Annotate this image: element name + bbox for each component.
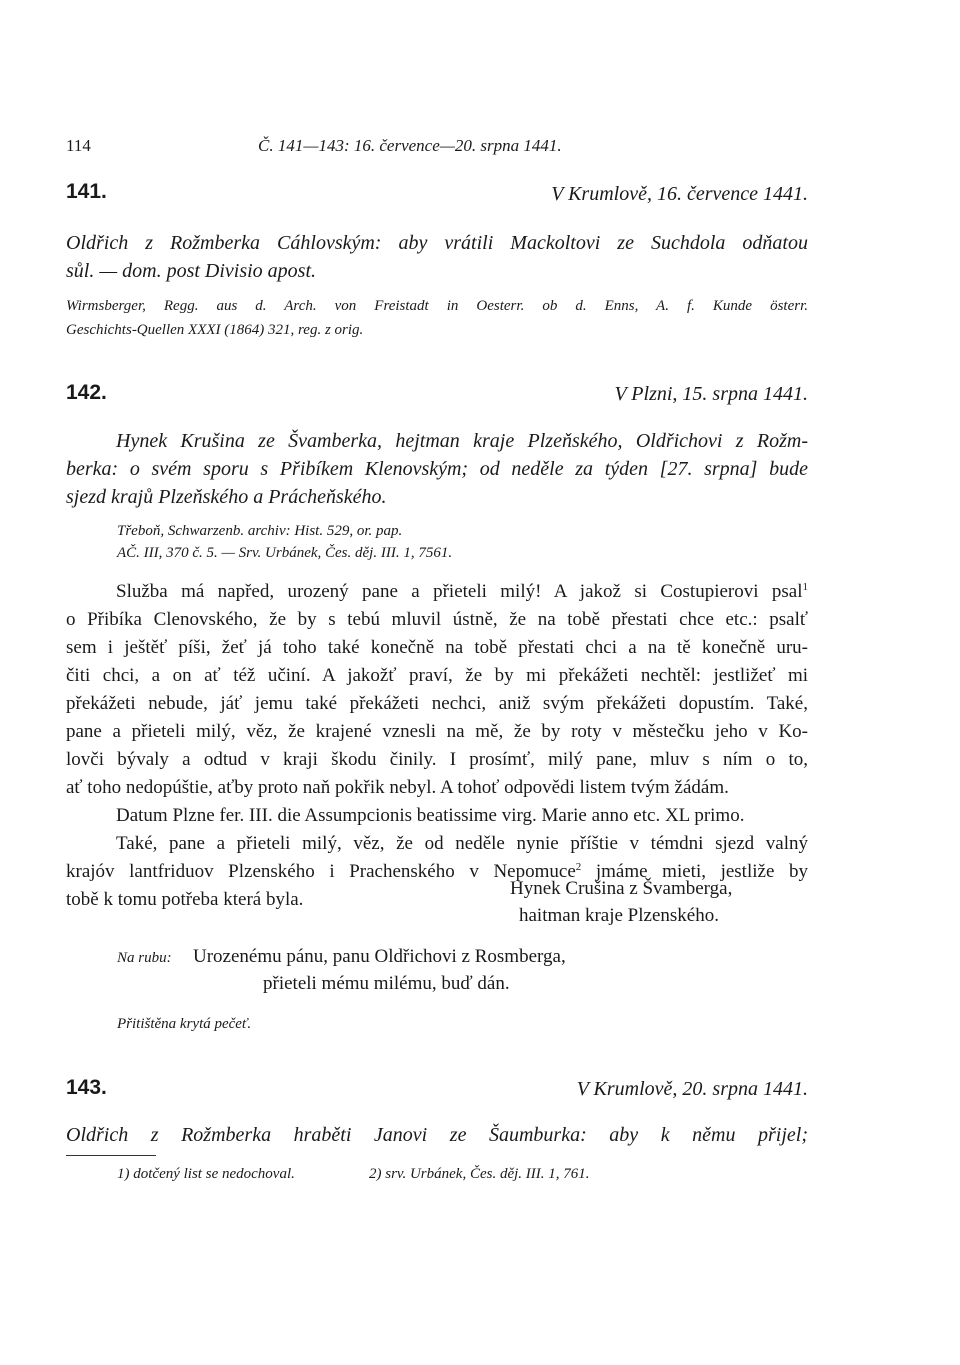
- letter-line-4: čiti chci, a on ať též učiní. A jakožť praví, že by mi překážeti nechtěl: jestližeť mi: [66, 665, 808, 686]
- doc141-source-line-2: Geschichts-Quellen XXXI (1864) 321, reg. z orig.: [66, 322, 364, 338]
- page-number: 114: [66, 136, 91, 155]
- signature-line-2: haitman kraje Plzenského.: [519, 905, 719, 926]
- letter-line-2: o Přibíka Clenovského, že by s tebú mluvil ústně, že na tobě přestati chce etc.: psalť: [66, 609, 808, 630]
- seal-note: Přitištěna krytá pečeť.: [117, 1016, 252, 1032]
- doc141-regest-line-2: sůl. — dom. post Divisio apost.: [66, 260, 317, 282]
- footnote-2: 2) srv. Urbánek, Čes. děj. III. 1, 761.: [369, 1166, 590, 1182]
- doc143-regest: [66, 1121, 808, 1149]
- letter-line-1: [66, 578, 808, 606]
- doc143-place-date: V Krumlově, 20. srpna 1441.: [576, 1078, 808, 1100]
- doc142-place-date: V Plzni, 15. srpna 1441.: [614, 383, 808, 405]
- doc141-regest-line-1: Oldřich z Rožmberka Cáhlovským: aby vrátili Mackoltovi ze Suchdola odňatou: [66, 232, 808, 254]
- footnote-mark-2: 2: [575, 861, 582, 873]
- doc142-regest-line-2: berka: o svém sporu s Přibíkem Klenovským; od neděle za týden [27. srpna] bude: [66, 458, 808, 480]
- doc142-regest-line-1: Hynek Krušina ze Švamberka, hejtman kraje Plzeňského, Oldřichovi z Rožm-: [116, 430, 808, 452]
- footnote-rule: [66, 1155, 156, 1156]
- postscript-line-1: Také, pane a přieteli milý, věz, že od neděle nynie příštie v témdni sjezd valný: [116, 833, 808, 854]
- doc141-regest: [66, 229, 808, 285]
- running-title: Č. 141—143: 16. července—20. srpna 1441.: [258, 136, 562, 155]
- signature-line-1: Hynek Crušina z Švamberga,: [510, 878, 733, 899]
- letter-line-7: lovči bývaly a odtud v kraji škodu činily. I prosímť, milý pane, mluv s ním o to,: [66, 749, 808, 770]
- address-line-1: Urozenému pánu, panu Oldřichovi z Rosmberga,: [193, 946, 566, 967]
- postscript-line-2a: krajóv lantfriduov Plzenského i Prachenského v Nepomuce: [66, 861, 576, 882]
- doc141-place-date: V Krumlově, 16. července 1441.: [551, 183, 808, 205]
- letter-line-1-text: Služba má napřed, urozený pane a přieteli milý! A jakož si Costupierovi psal: [116, 581, 803, 602]
- footnote-mark-1: 1: [802, 581, 808, 593]
- doc141-source-line-1: Wirmsberger, Regg. aus d. Arch. von Freistadt in Oesterr. ob d. Enns, A. f. Kunde österr.: [66, 298, 808, 314]
- address-line-2: přieteli mému milému, buď dán.: [263, 973, 510, 994]
- doc142-regest: [66, 427, 808, 511]
- datum-line: Datum Plzne fer. III. die Assumpcionis beatissime virg. Marie anno etc. XL primo.: [116, 805, 745, 826]
- postscript-line-2b: jmáme mieti, jestliže by: [595, 861, 808, 882]
- doc143-number: 143.: [66, 1076, 107, 1099]
- doc142-source-line-1: Třeboň, Schwarzenb. archiv: Hist. 529, or. pap.: [117, 523, 403, 539]
- address-label: Na rubu:: [117, 950, 172, 966]
- letter-line-5: překážeti nebude, jáť jemu také překážeti nechci, aniž svým překážeti dopustím. Také,: [66, 693, 808, 714]
- doc142-regest-line-3: sjezd krajů Plzeňského a Prácheňského.: [66, 486, 387, 508]
- doc141-number: 141.: [66, 180, 107, 203]
- letter-line-3: sem i ještěť píši, žeť já toho také konečně na tobě přestati chci a na tě konečně uru-: [66, 637, 808, 658]
- footnote-1: 1) dotčený list se nedochoval.: [117, 1166, 295, 1182]
- doc141-source: [66, 294, 808, 342]
- doc142-source-line-2: AČ. III, 370 č. 5. — Srv. Urbánek, Čes. děj. III. 1, 7561.: [117, 545, 453, 561]
- letter-line-8: ať toho nedopúštie, aťby proto naň pokřik nebyl. A tohoť odpovědi listem tvým žádám.: [66, 777, 729, 798]
- postscript-line-3: tobě k tomu potřeba která byla.: [66, 889, 304, 910]
- doc142-letter-text: [66, 578, 808, 914]
- doc142-number: 142.: [66, 381, 107, 404]
- doc143-regest-line-1: Oldřich z Rožmberka hraběti Janovi ze Šaumburka: aby k němu přijel;: [66, 1124, 808, 1146]
- letter-line-6: pane a přieteli milý, věz, že krajené vznesli na mě, že by roty v městečku jeho v Ko-: [66, 721, 808, 742]
